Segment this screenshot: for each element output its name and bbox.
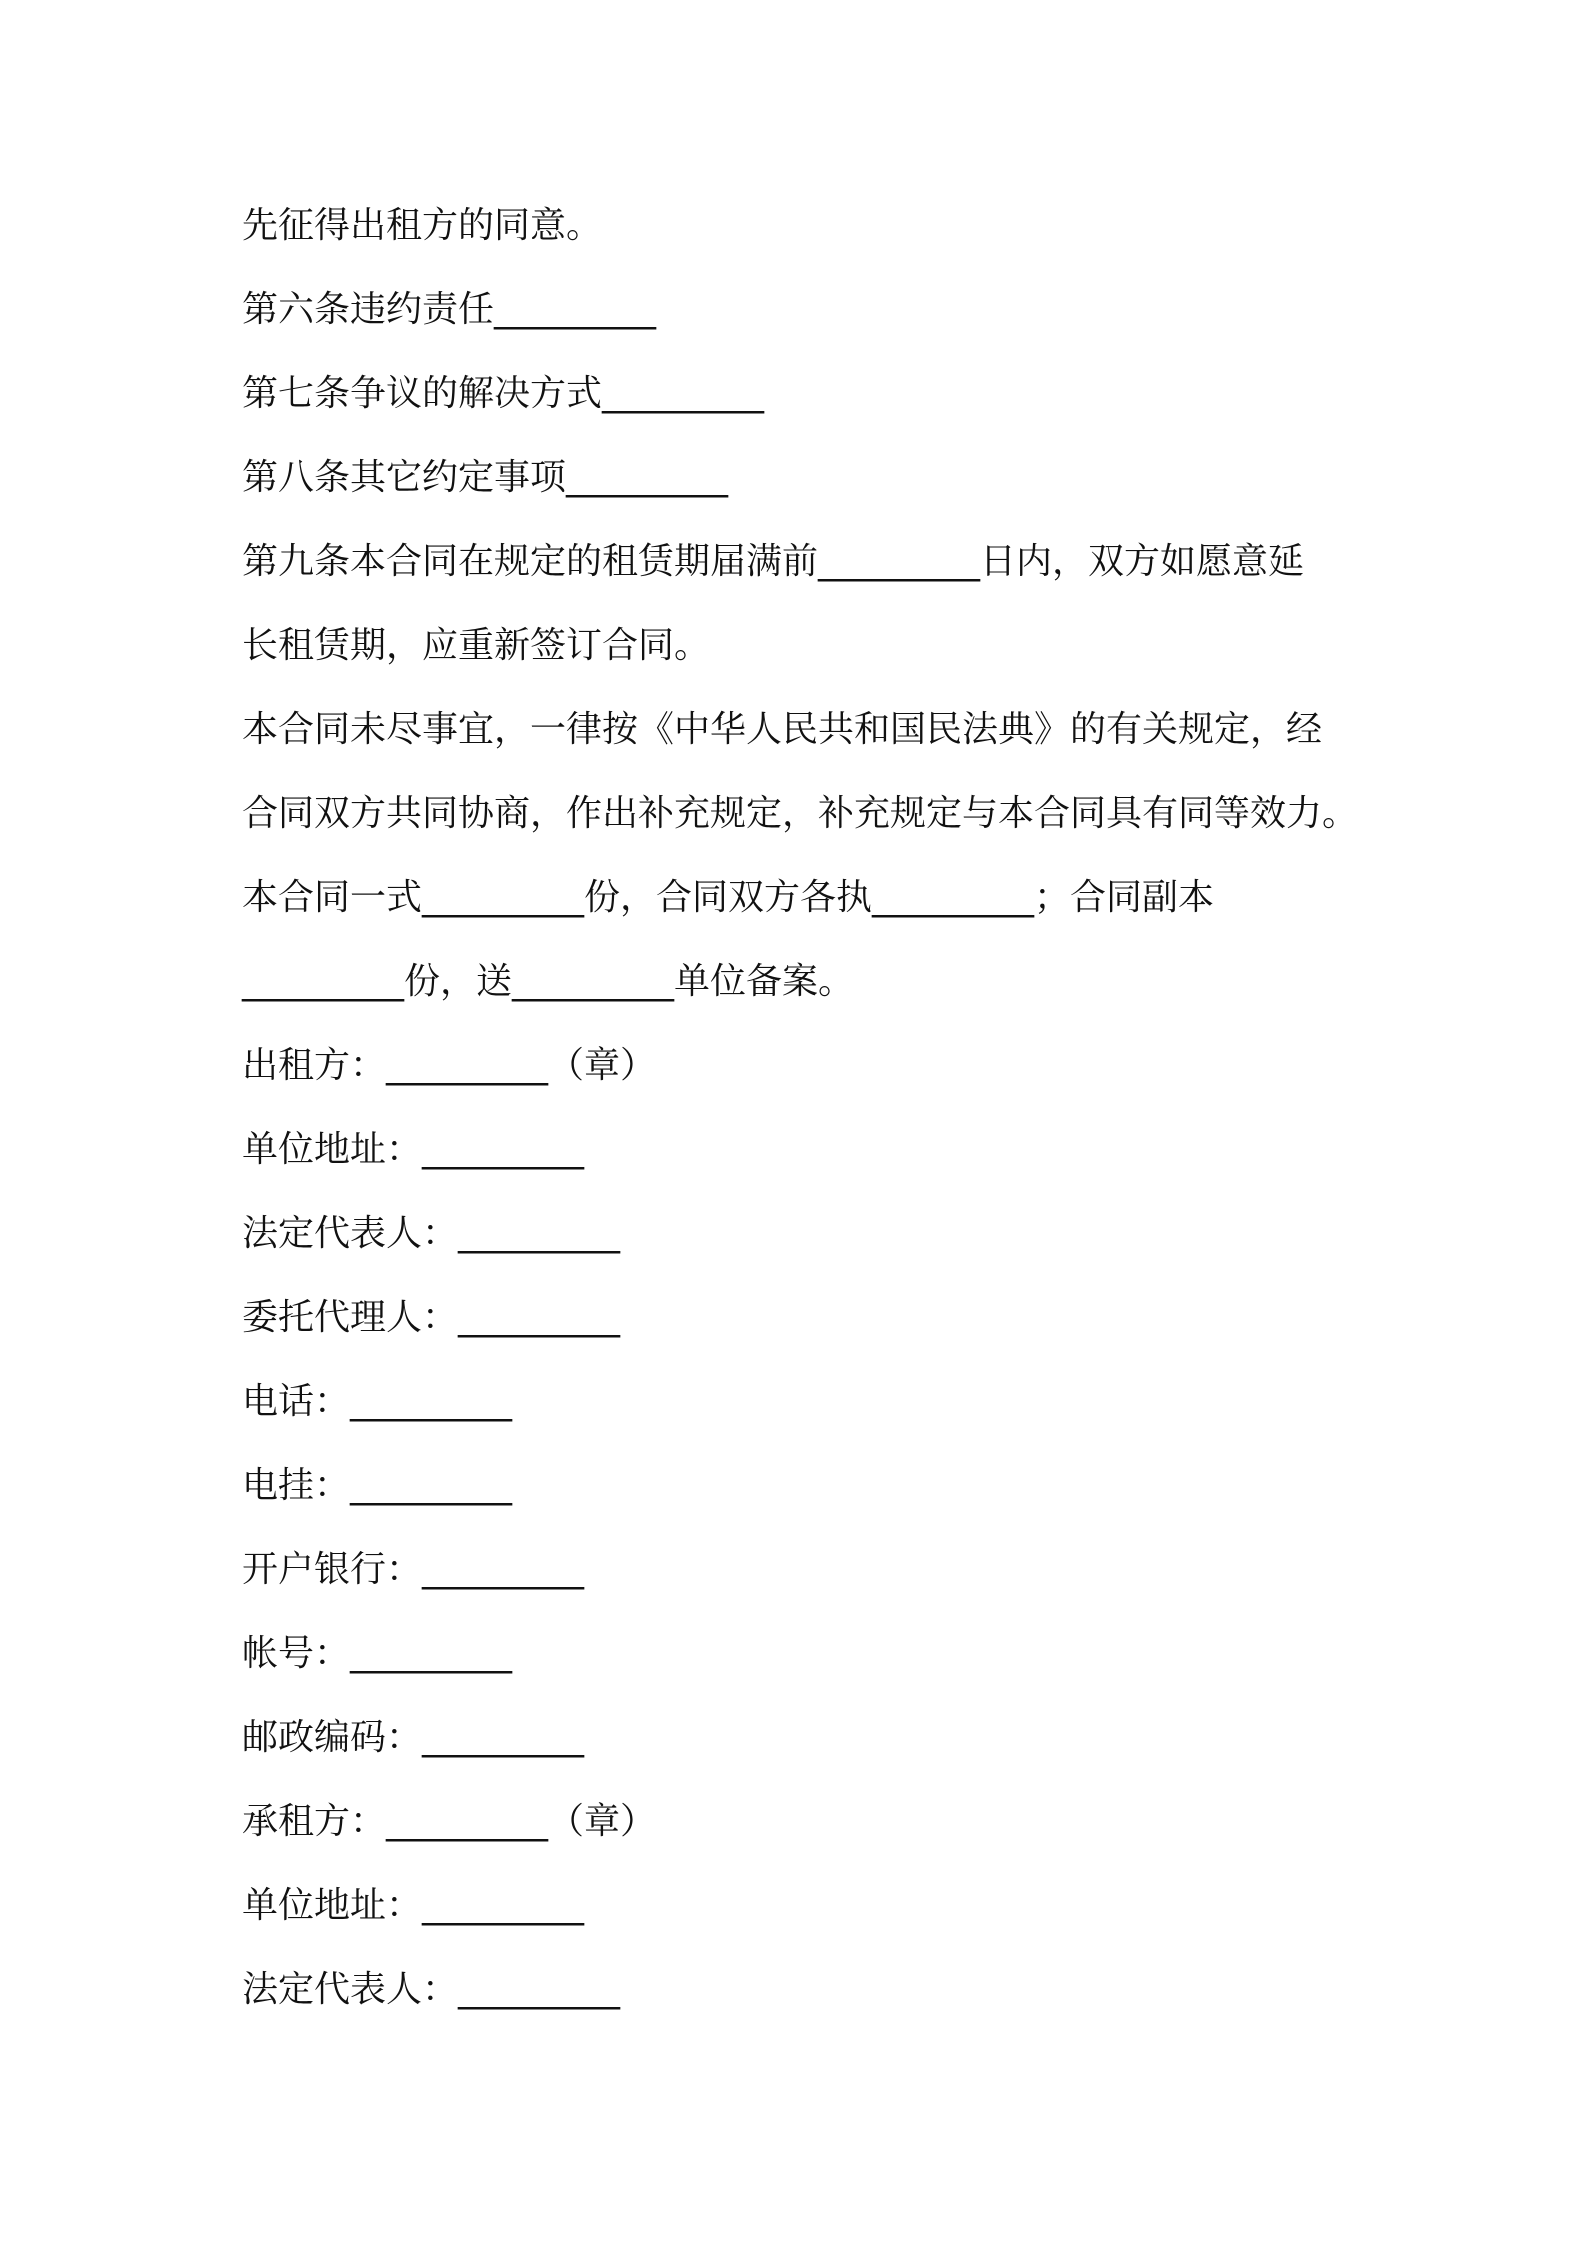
lessor-signature-line: 出租方：_________（章） [242,1045,657,1086]
contract-text-body [242,195,1362,2043]
text-line-consent: 先征得出租方的同意。 [242,205,603,246]
supplement-clause-line-2: 合同双方共同协商，作出补充规定，补充规定与本合同具有同等效力。 [242,793,1359,834]
lessor-address-field: 单位地址：_________ [242,1129,585,1170]
lessor-agent-field: 委托代理人：_________ [242,1297,621,1338]
clause-9-renewal-line-1: 第九条本合同在规定的租赁期届满前_________日内，双方如愿意延 [242,541,1305,582]
lessor-bank-field: 开户银行：_________ [242,1549,585,1590]
clause-8-other-agreements: 第八条其它约定事项_________ [242,457,729,498]
copies-clause-line-1: 本合同一式_________份，合同双方各执_________；合同副本 [242,877,1215,918]
lessor-legal-rep-field: 法定代表人：_________ [242,1213,621,1254]
lessee-legal-rep-field: 法定代表人：_________ [242,1969,621,2010]
lessor-telegraph-field: 电挂：_________ [242,1465,513,1506]
clause-7-dispute-resolution: 第七条争议的解决方式_________ [242,373,765,414]
supplement-clause-line-1: 本合同未尽事宜，一律按《中华人民共和国民法典》的有关规定，经 [242,709,1323,750]
copies-clause-line-2: _________份，送_________单位备案。 [242,961,855,1002]
lessee-address-field: 单位地址：_________ [242,1885,585,1926]
lessor-postcode-field: 邮政编码：_________ [242,1717,585,1758]
lessor-account-field: 帐号：_________ [242,1633,513,1674]
lessor-phone-field: 电话：_________ [242,1381,513,1422]
clause-9-renewal-line-2: 长租赁期，应重新签订合同。 [242,625,711,666]
lessee-signature-line: 承租方：_________（章） [242,1801,657,1842]
clause-6-breach-liability: 第六条违约责任_________ [242,289,657,330]
